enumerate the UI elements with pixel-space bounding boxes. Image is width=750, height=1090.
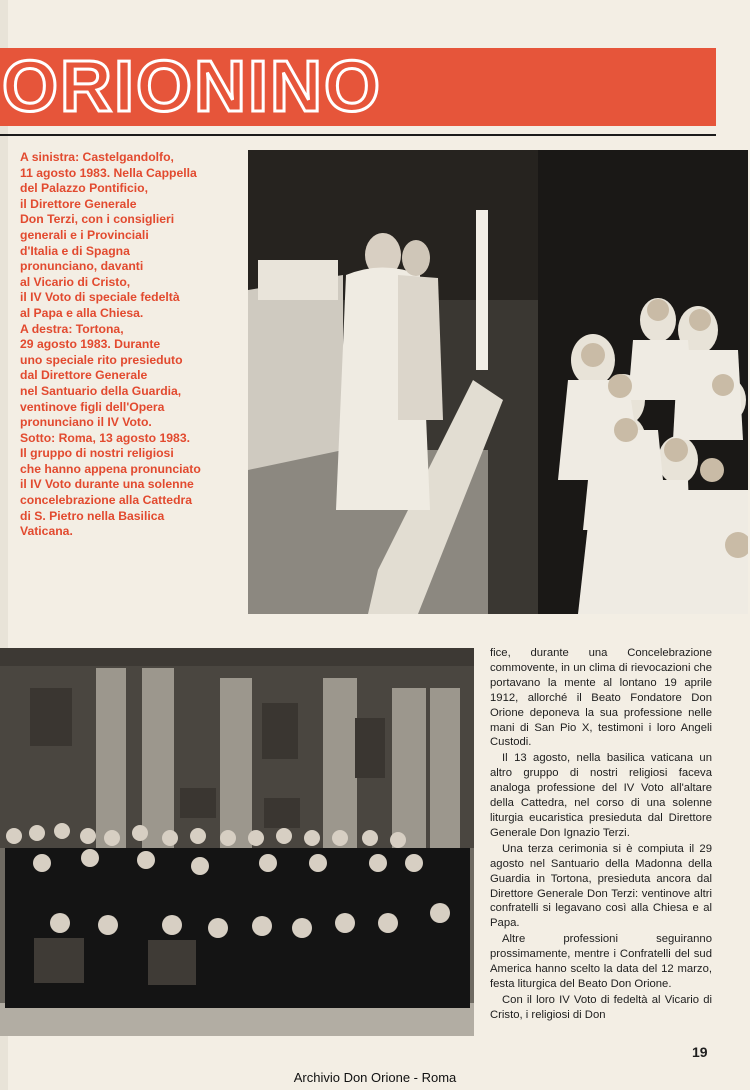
article-paragraph: fice, durante una Concelebrazione commovente, in un clima di rievocazioni che portavano la mente al lontano 19 aprile 1912, allorché il Beato Fondatore Don Orione deponeva la sua professione nelle mani di San Pio X, testimoni i loro Angeli Custodi. — [490, 647, 712, 749]
group-photo-st-peter — [0, 648, 474, 1036]
ceremony-photo-tortona-image — [248, 150, 748, 614]
ceremony-photo-tortona — [248, 150, 748, 614]
page-number: 19 — [692, 1044, 708, 1060]
header-title: ORIONINO — [2, 47, 383, 127]
header-rule — [0, 134, 716, 136]
article-paragraph: Con il loro IV Voto di fedeltà al Vicario di Cristo, i religiosi di Don — [490, 993, 712, 1021]
article-paragraph: Il 13 agosto, nella basilica vaticana un altro gruppo di nostri religiosi faceva analoga professione del IV Voto all'altare della Cattedra, nel corso di una solenne liturgia eucaristica presieduta dal Direttore Generale Don Ignazio Terzi. — [490, 752, 712, 839]
article-paragraph: Altre professioni seguiranno prossimamente, mentre i Confratelli del sud America hanno scelto la data del 12 marzo, festa liturgica del Beato Don Orione. — [490, 933, 712, 990]
group-photo-st-peter-image — [0, 648, 474, 1036]
photo-caption: A sinistra: Castelgandolfo, 11 agosto 1983. Nella Cappella del Palazzo Pontificio, il Direttore Generale Don Terzi, con i consiglieri generali e i Provinciali d'Italia e di Spagna pronunciano, davanti al Vicario di Cristo, il IV Voto di speciale fedeltà al Papa e alla Chiesa. A destra: Tortona, 29 agosto 1983. Durante uno speciale rito presieduto dal Direttore Generale nel Santuario della Guardia, ventinove figli dell'Opera pronunciano il IV Voto. Sotto: Roma, 13 agosto 1983. Il gruppo di nostri religiosi che hanno appena pronunciato il IV Voto durante una solenne concelebrazione alla Cattedra di S. Pietro nella Basilica Vaticana. — [20, 150, 201, 539]
article-text — [490, 646, 712, 1024]
article-paragraph: Una terza cerimonia si è compiuta il 29 agosto nel Santuario della Madonna della Guardia in Tortona, presieduta ancora dal Direttore Generale Don Terzi: ventinove altri confratelli si legavano così alla Chiesa e al Papa. — [490, 842, 712, 930]
archive-footer: Archivio Don Orione - Roma — [293, 1070, 457, 1085]
